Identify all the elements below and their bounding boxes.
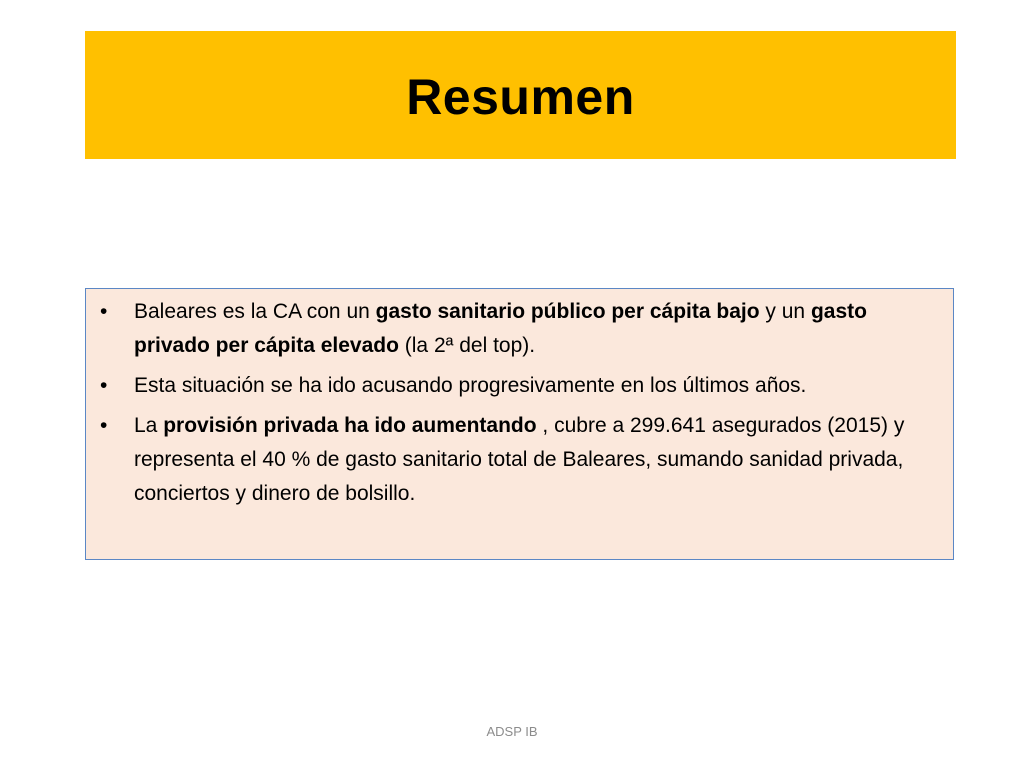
bullet-list bbox=[86, 295, 941, 517]
bullet-item bbox=[86, 369, 941, 403]
slide-footer: ADSP IB bbox=[486, 724, 538, 739]
title-bar bbox=[85, 31, 956, 159]
bullet-text: Esta situación se ha ido acusando progresivamente en los últimos años. bbox=[134, 374, 807, 397]
bullet-text: Baleares es la CA con un gasto sanitario público per cápita bajo y un gasto privado per cápita elevado (la 2ª del top). bbox=[134, 300, 867, 357]
bullet-dot-icon: • bbox=[100, 414, 108, 437]
bullet-dot-icon: • bbox=[100, 374, 108, 397]
bullet-item bbox=[86, 295, 941, 363]
bullet-item bbox=[86, 409, 941, 511]
bullet-dot-icon: • bbox=[100, 300, 108, 323]
bullet-text: La provisión privada ha ido aumentando , cubre a 299.641 asegurados (2015) y representa el 40 % de gasto sanitario total de Baleares, sumando sanidad privada, conciertos y dinero de bolsillo. bbox=[134, 414, 905, 505]
slide-title: Resumen bbox=[406, 69, 635, 125]
content-box bbox=[85, 288, 954, 560]
